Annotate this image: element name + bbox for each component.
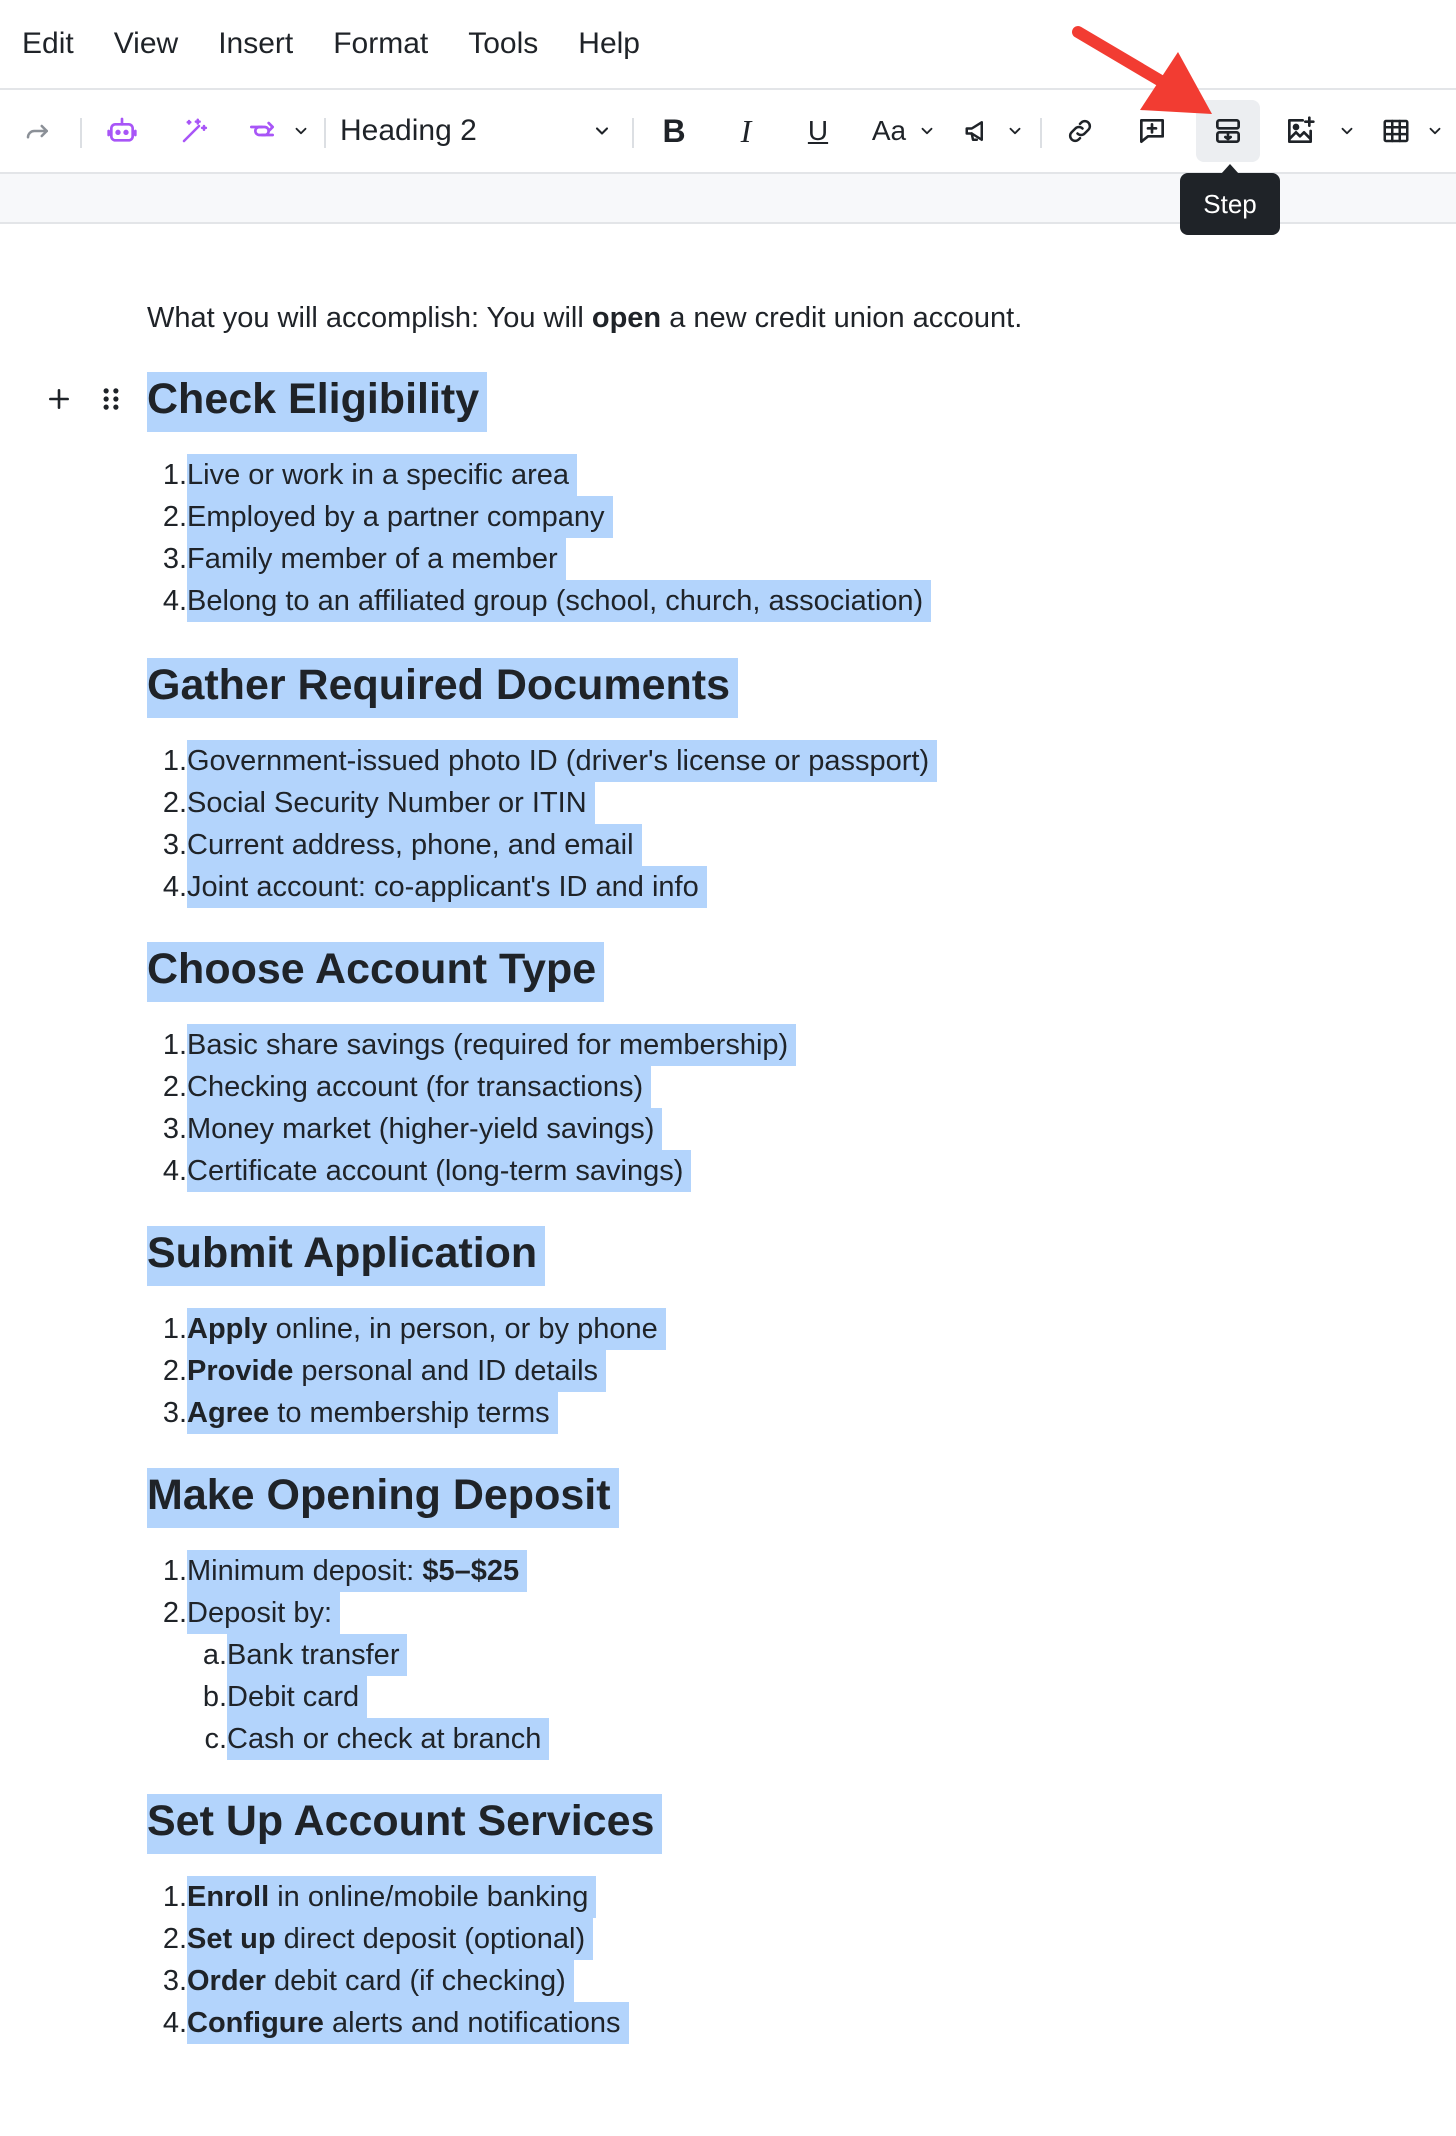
list-item-text: Employed by a partner company: [187, 496, 613, 538]
callout-button[interactable]: [956, 90, 1000, 172]
list-number: 1.: [162, 459, 187, 491]
plus-icon[interactable]: [46, 386, 72, 412]
list-number: 1.: [162, 745, 187, 777]
list-item-rest: Minimum deposit:: [187, 1555, 423, 1587]
intro-text-end: a new credit union account.: [661, 302, 1023, 334]
menu-view[interactable]: View: [113, 27, 179, 60]
list-number: 1.: [162, 1313, 187, 1345]
menu-help[interactable]: Help: [578, 27, 640, 60]
list-number: 4.: [162, 2007, 187, 2039]
list-item-rest: online, in person, or by phone: [267, 1313, 658, 1345]
table-icon: [1381, 116, 1411, 146]
list-item-text: [187, 1392, 558, 1434]
toolbar-divider: [80, 118, 82, 148]
list-item-text: [187, 1350, 606, 1392]
menu-insert[interactable]: Insert: [218, 27, 294, 60]
list-number: 3.: [162, 1397, 187, 1429]
block-style-select[interactable]: [340, 90, 612, 172]
list-item-text: Money market (higher-yield savings): [187, 1108, 662, 1150]
list-item-rest: in online/mobile banking: [269, 1881, 589, 1913]
list-item-bold: Order: [187, 1965, 266, 1997]
text-size-icon: Aa: [871, 115, 907, 146]
magic-wand-button[interactable]: [172, 90, 216, 172]
text-size-button[interactable]: [864, 90, 914, 172]
section-heading[interactable]: Choose Account Type: [147, 942, 604, 1002]
underline-icon: U: [807, 115, 829, 146]
menu-edit[interactable]: Edit: [22, 27, 74, 60]
block-style-value: Heading 2: [340, 114, 477, 147]
intro-bold-text: open: [591, 302, 662, 334]
list-item-text: Deposit by:: [187, 1592, 340, 1634]
list-item-text: [187, 1550, 527, 1592]
ai-link-button[interactable]: [240, 90, 284, 172]
list-item-bold: Enroll: [187, 1881, 270, 1913]
list-number: 3.: [162, 829, 187, 861]
ai-link-icon: [246, 115, 278, 147]
toolbar-divider: [1040, 118, 1042, 148]
megaphone-icon: [963, 116, 993, 146]
list-item-text: Social Security Number or ITIN: [187, 782, 595, 824]
list-letter: b.: [202, 1681, 227, 1713]
list-number: 2.: [162, 1071, 187, 1103]
list-item-bold: $5–$25: [422, 1555, 520, 1587]
list-letter: a.: [202, 1639, 227, 1671]
list-item-text: [187, 1308, 666, 1350]
section-heading[interactable]: Submit Application: [147, 1226, 545, 1286]
section-heading[interactable]: Check Eligibility: [147, 372, 487, 432]
list-item-text: Current address, phone, and email: [187, 824, 642, 866]
intro-paragraph[interactable]: [147, 302, 1022, 335]
toolbar: [0, 88, 1456, 174]
redo-icon: [23, 116, 53, 146]
list-item-text: [187, 1918, 593, 1960]
list-item-bold: Configure: [187, 2007, 324, 2039]
toolbar-divider: [632, 118, 634, 148]
list-item-bold: Agree: [187, 1397, 270, 1429]
bold-icon: B: [662, 112, 686, 149]
insert-table-button[interactable]: [1374, 90, 1418, 172]
image-icon: [1284, 115, 1316, 147]
ai-link-dropdown[interactable]: [288, 90, 314, 172]
list-number: 2.: [162, 1923, 187, 1955]
text-size-dropdown[interactable]: [914, 90, 940, 172]
list-number: 2.: [162, 787, 187, 819]
list-item-rest: debit card (if checking): [265, 1965, 566, 1997]
chevron-down-icon: [1338, 122, 1356, 140]
list-number: 1.: [162, 1029, 187, 1061]
menu-tools[interactable]: Tools: [468, 27, 539, 60]
list-item-text: Government-issued photo ID (driver's license or passport): [187, 740, 937, 782]
bold-button[interactable]: [652, 90, 696, 172]
ai-assistant-button[interactable]: [100, 90, 144, 172]
chevron-down-icon: [918, 122, 936, 140]
list-number: 2.: [162, 1355, 187, 1387]
list-item-text: [187, 1960, 574, 2002]
list-number: 2.: [162, 1597, 187, 1629]
list-item-text: Debit card: [227, 1676, 367, 1718]
magic-wand-icon: [179, 116, 209, 146]
list-item-bold: Apply: [187, 1313, 268, 1345]
list-number: 2.: [162, 501, 187, 533]
list-item-text: [187, 1876, 596, 1918]
list-item-text: Live or work in a specific area: [187, 454, 577, 496]
section-heading[interactable]: Set Up Account Services: [147, 1794, 662, 1854]
chevron-down-icon: [292, 122, 310, 140]
insert-table-dropdown[interactable]: [1422, 90, 1448, 172]
insert-image-dropdown[interactable]: [1334, 90, 1360, 172]
callout-dropdown[interactable]: [1002, 90, 1028, 172]
list-item-bold: Set up: [187, 1923, 276, 1955]
list-item-text: Family member of a member: [187, 538, 566, 580]
list-number: 4.: [162, 1155, 187, 1187]
step-tooltip: Step: [1180, 173, 1280, 235]
list-item-text: Checking account (for transactions): [187, 1066, 651, 1108]
list-number: 3.: [162, 1113, 187, 1145]
italic-icon: I: [740, 112, 752, 149]
list-number: 3.: [162, 1965, 187, 1997]
list-letter: c.: [204, 1723, 227, 1755]
chevron-down-icon: [592, 121, 612, 141]
list-item-rest: personal and ID details: [293, 1355, 599, 1387]
chevron-down-icon: [1006, 122, 1024, 140]
block-controls: [46, 372, 122, 426]
menu-bar: [0, 0, 1456, 88]
annotation-arrow-icon: [1070, 22, 1220, 122]
redo-button[interactable]: [18, 90, 58, 172]
list-item-text: Basic share savings (required for membership): [187, 1024, 796, 1066]
underline-button[interactable]: [796, 90, 840, 172]
toolbar-divider: [324, 118, 326, 148]
list-number: 1.: [162, 1555, 187, 1587]
list-number: 1.: [162, 1881, 187, 1913]
drag-handle-icon[interactable]: [100, 386, 122, 412]
robot-icon: [106, 115, 138, 147]
list-item-text: Certificate account (long-term savings): [187, 1150, 691, 1192]
section-heading[interactable]: Make Opening Deposit: [147, 1468, 619, 1528]
list-item-rest: to membership terms: [269, 1397, 550, 1429]
list-item-bold: Provide: [187, 1355, 294, 1387]
insert-image-button[interactable]: [1278, 90, 1322, 172]
chevron-down-icon: [1426, 122, 1444, 140]
section-heading[interactable]: Gather Required Documents: [147, 658, 738, 718]
list-item-rest: direct deposit (optional): [275, 1923, 586, 1955]
list-item-text: [187, 2002, 629, 2044]
list-number: 4.: [162, 585, 187, 617]
intro-text: What you will accomplish: You will: [147, 302, 592, 334]
list-number: 3.: [162, 543, 187, 575]
list-item-rest: alerts and notifications: [323, 2007, 621, 2039]
list-item-text: Bank transfer: [227, 1634, 407, 1676]
italic-button[interactable]: [724, 90, 768, 172]
list-item-text: Belong to an affiliated group (school, church, association): [187, 580, 931, 622]
menu-format[interactable]: Format: [333, 27, 429, 60]
list-item-text: Joint account: co-applicant's ID and info: [187, 866, 707, 908]
list-item-text: Cash or check at branch: [227, 1718, 549, 1760]
list-number: 4.: [162, 871, 187, 903]
